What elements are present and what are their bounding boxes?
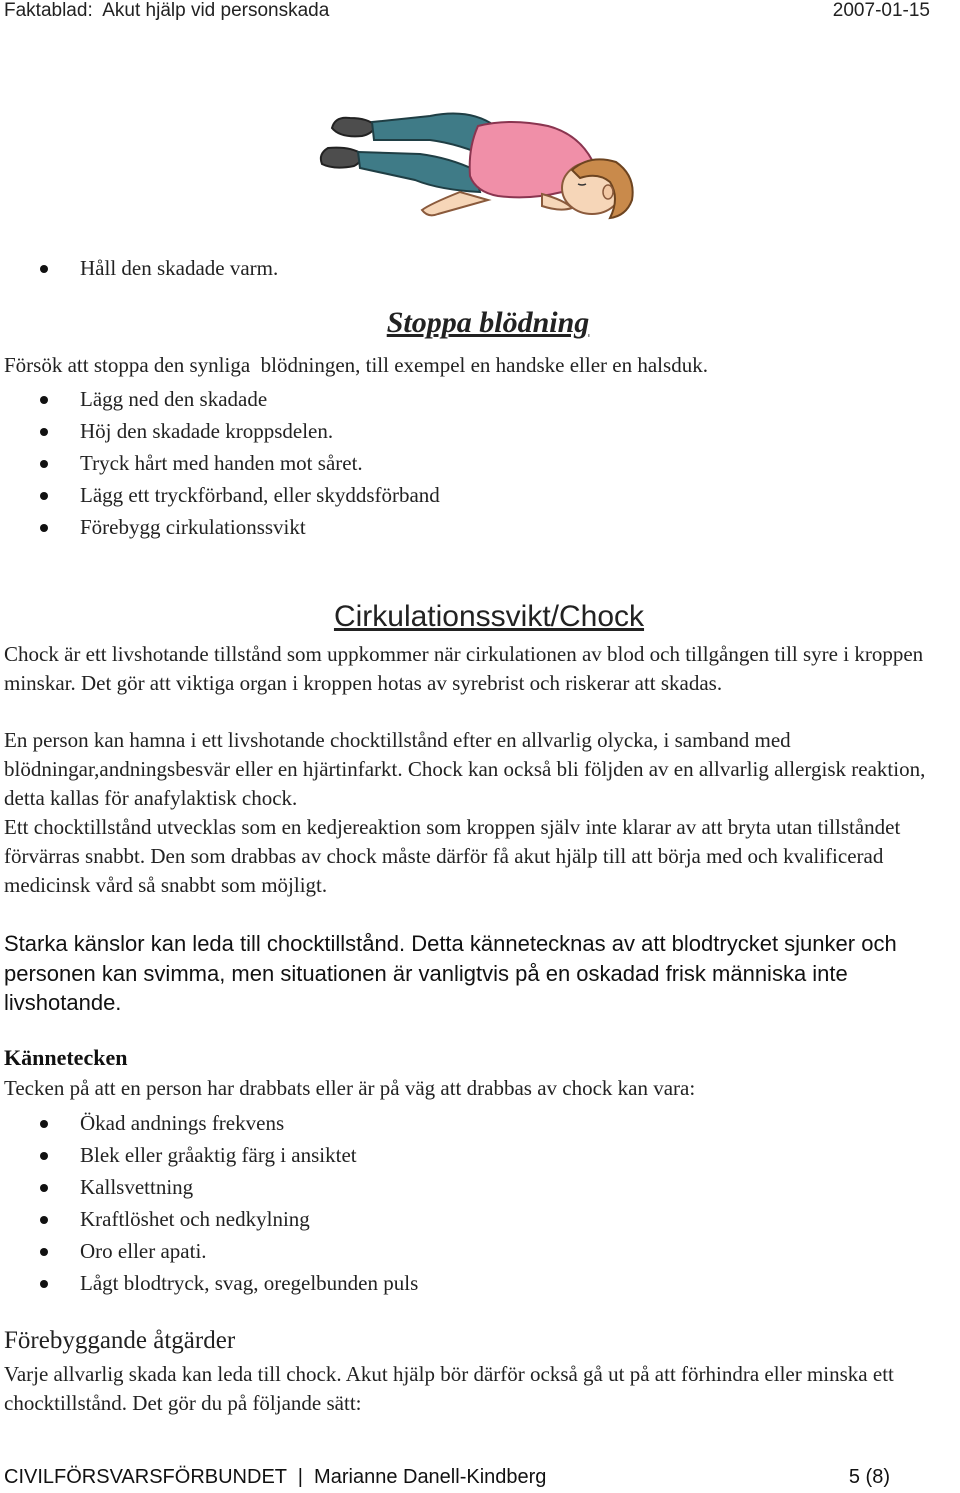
list-item: Lägg ett tryckförband, eller skyddsförband [0, 479, 960, 511]
list-item: Kallsvettning [0, 1171, 960, 1203]
list-item: Oro eller apati. [0, 1235, 960, 1267]
list-item: Tryck hårt med handen mot såret. [0, 447, 960, 479]
list-item: Höj den skadade kroppsdelen. [0, 415, 960, 447]
list-item: Blek eller gråaktig färg i ansiktet [0, 1139, 960, 1171]
stoppa-list [0, 383, 960, 543]
list-item: Håll den skadade varm. [0, 252, 960, 284]
stoppa-intro: Försök att stoppa den synliga blödningen, till exempel en handske eller en halsduk. [4, 353, 708, 377]
paragraph-starka-kanslor: Starka känslor kan leda till chocktillstånd. Detta kännetecknas av att blodtrycket sjunker och personen kan svimma, men situationen är vanligtvis på en oskadad frisk människa inte livshotande. [4, 931, 897, 1015]
section-heading-kannetecken: Kännetecken [4, 1045, 128, 1070]
footer-organisation-author: CIVILFÖRSVARSFÖRBUNDET | Marianne Danell-Kindberg [4, 1466, 547, 1488]
paragraph-chock-definition: Chock är ett livshotande tillstånd som uppkommer när cirkulationen av blod och tillgången till syre i kroppen minskar. Det gör att viktiga organ i kroppen hotas av syrebrist och riskerar att skadas. [4, 642, 924, 695]
page-header [0, 0, 960, 26]
paragraph-forebyggande: Varje allvarlig skada kan leda till chock. Akut hjälp bör därför också gå ut på att förhindra eller minska ett chocktillstånd. Det gör du på följande sätt: [4, 1362, 894, 1415]
paragraph-chock-causes: En person kan hamna i ett livshotande chocktillstånd efter en allvarlig olycka, i samband med blödningar,andningsbesvär eller en hjärtinfarkt. Chock kan också bli följden av en allvarlig allergisk reaktion, detta kallas för anafylaktisk chock. [4, 728, 926, 810]
kannetecken-list [0, 1107, 960, 1299]
list-item: Lågt blodtryck, svag, oregelbunden puls [0, 1267, 960, 1299]
warm-list [0, 252, 960, 284]
page-number: 5 (8) [848, 1466, 890, 1488]
document-date: 2007-01-15 [832, 0, 930, 21]
list-item: Lägg ned den skadade [0, 383, 960, 415]
page-footer [0, 1464, 960, 1493]
section-heading-stoppa: Stoppa blödning [386, 306, 590, 339]
recovery-position-person-illustration [310, 96, 650, 236]
document-title: Faktablad: Akut hjälp vid personskada [4, 0, 330, 21]
section-heading-cirkulationssvikt: Cirkulationssvikt/Chock [333, 600, 645, 633]
paragraph-chock-chain-reaction: Ett chocktillstånd utvecklas som en kedjereaktion som kroppen själv inte klarar av att bryta utan tillståndet förvärras snabbt. Den som drabbas av chock måste därför få akut hjälp till att börja med och kvalificerad medicinsk vård så snabbt som möjligt. [4, 815, 901, 897]
kannetecken-intro: Tecken på att en person har drabbats eller är på väg att drabbas av chock kan vara: [4, 1076, 696, 1100]
section-heading-forebyggande: Förebyggande åtgärder [4, 1327, 236, 1354]
list-item: Förebygg cirkulationssvikt [0, 511, 960, 543]
list-item: Kraftlöshet och nedkylning [0, 1203, 960, 1235]
list-item: Ökad andnings frekvens [0, 1107, 960, 1139]
